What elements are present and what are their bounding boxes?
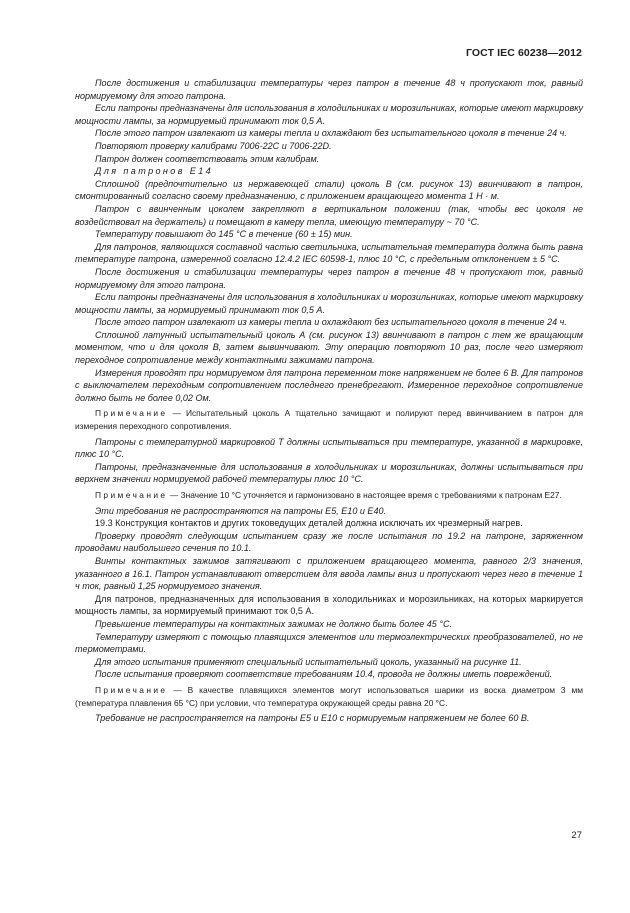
body-paragraph: Для этого испытания применяют специальный испытательный цоколь, указанный на рисунке 11. [95,656,522,667]
note-text: — В качестве плавящихся элементов могут использоваться шарики из воска диаметром 3 мм (температура плавления 65 °С) при условии, что температура окружающей среды равна 20 °С. [75,684,583,708]
note-paragraph [75,407,583,432]
body-paragraph: Винты контактных зажимов затягивают с приложением вращающего момента, равного 2/3 значения, указанного в 16.1. Патрон устанавливают отверстием для ввода лампы вниз и пропускают через него в течение 1 ч ток, равный 1,25 нормируемого значения. [75,555,583,592]
body-paragraph: Патроны, предназначенные для использования в холодильниках и морозильниках, должны испытываться при верхнем значении нормируемой рабочей температуры плюс 10 °С. [75,461,583,485]
body-paragraph: Проверку проводят следующим испытанием сразу же после испытания по 19.2 на патроне, заряженном проводами наибольшего сечения по 10.1. [75,530,583,554]
section-subheading: Для патронов Е14 [95,166,214,177]
page-number: 27 [571,830,582,841]
body-paragraph: Температуру повышают до 145 °С в течение (60 ± 15) мин. [95,229,353,240]
body-paragraph: После этого патрон извлекают из камеры тепла и охлаждают без испытательного цоколя в течение 24 ч. [95,317,567,328]
body-paragraph: После этого патрон извлекают из камеры тепла и охлаждают без испытательного цоколя в течение 24 ч. [95,128,567,139]
body-paragraph: Эти требования не распространяются на патроны Е5, Е10 и Е40. [95,505,387,516]
body-paragraph: Если патроны предназначены для использования в холодильниках и морозильниках, которые имеют маркировку мощности лампы, за нормируемый принимают ток 0,5 А. [75,292,583,315]
note-label: Примечание [95,408,168,419]
note-text: — Испытательный цоколь А тщательно зачищают и полируют перед ввинчиванием в патрон для измерения переходного сопротивления. [75,408,583,432]
body-paragraph: Измерения проводят при нормируемом для патрона переменном токе напряжением не более 6 В. Для патронов с выключателем переходным сопротивлением последнего пренебрегают. Измеренное переходное сопротивление должно быть не более 0,02 Ом. [75,367,583,403]
body-paragraph: Превышение температуры на контактных зажимах не должно быть более 45 °С. [95,618,453,629]
body-paragraph: Для патронов, предназначенных для использования в холодильниках и морозильниках, на которых маркируется мощность лампы, за нормируемый принимают ток 0,5 А. [75,593,583,617]
note-paragraph [75,684,583,709]
body-paragraph: После испытания проверяют соответствие требованиям 10.4, провода не должны иметь повреждений. [95,669,553,680]
note-paragraph [75,489,583,502]
note-label: Примечание [95,490,168,500]
body-paragraph: Сплошной (предпочтительно из нержавеющей стали) цоколь В (см. рисунок 13) ввинчивают в патрон, смонтированный согласно своему предназначению, с приложением вращающего момента 1 Н · м. [75,178,583,202]
body-paragraph: Для патронов, являющихся составной частью светильника, испытательная температура должна быть равна температуре патрона, измеренной согласно 12.4.2 IEC 60598-1, плюс 10 °С, с предельным отклонением ± 5 °С. [75,241,583,265]
body-paragraph: 19.3 Конструкция контактов и других токоведущих деталей должна исключать их чрезмерный нагрев. [95,518,523,529]
page-content [75,77,583,725]
body-paragraph: После достижения и стабилизации температуры через патрон в течение 48 ч пропускают ток, равный нормируемому для этого патрона. [75,78,583,101]
note-text: — Значение 10 °С уточняется и гармонизовано в настоящее время с требованиями к патронам Е27. [167,490,562,500]
body-paragraph: После достижения и стабилизации температуры через патрон в течение 48 ч пропускают ток, равный нормируемому для этого патрона. [75,266,583,290]
body-paragraph: Температуру измеряют с помощью плавящихся элементов или термоэлектрических преобразователей, но не термометрами. [75,631,583,655]
body-paragraph: Патрон должен соответствовать этим калибрам. [95,153,320,164]
standard-header: ГОСТ IEC 60238—2012 [465,47,582,59]
note-label: Примечание [95,684,168,695]
body-paragraph: Сплошной латунный испытательный цоколь А (см. рисунок 13) ввинчивают в патрон с тем же вращающим моментом, что и для цоколя В, затем вывинчивают. Эту операцию повторяют 10 раз, после чего измеряют переходное сопротивление между контактными зажимами патрона. [75,329,583,366]
body-paragraph: Повторяют проверку калибрами 7006-22С и 7006-22D. [95,140,332,151]
body-paragraph: Если патроны предназначены для использования в холодильниках и морозильниках, которые имеют маркировку мощности лампы, за нормируемый принимают ток 0,5 А. [75,103,583,126]
body-paragraph: Патрон с ввинченным цоколем закрепляют в вертикальном положении (так, чтобы вес цоколя не воздействовал на держатель) и помещают в камеру тепла, имеющую температуру ~ 70 °С. [75,203,583,227]
body-paragraph: Патроны с температурной маркировкой Т должны испытываться при температуре, указанной в маркировке, плюс 10 °С. [75,436,583,460]
body-paragraph: Требование не распространяется на патроны Е5 и Е10 с нормируемым напряжением не более 60 В. [95,713,530,724]
